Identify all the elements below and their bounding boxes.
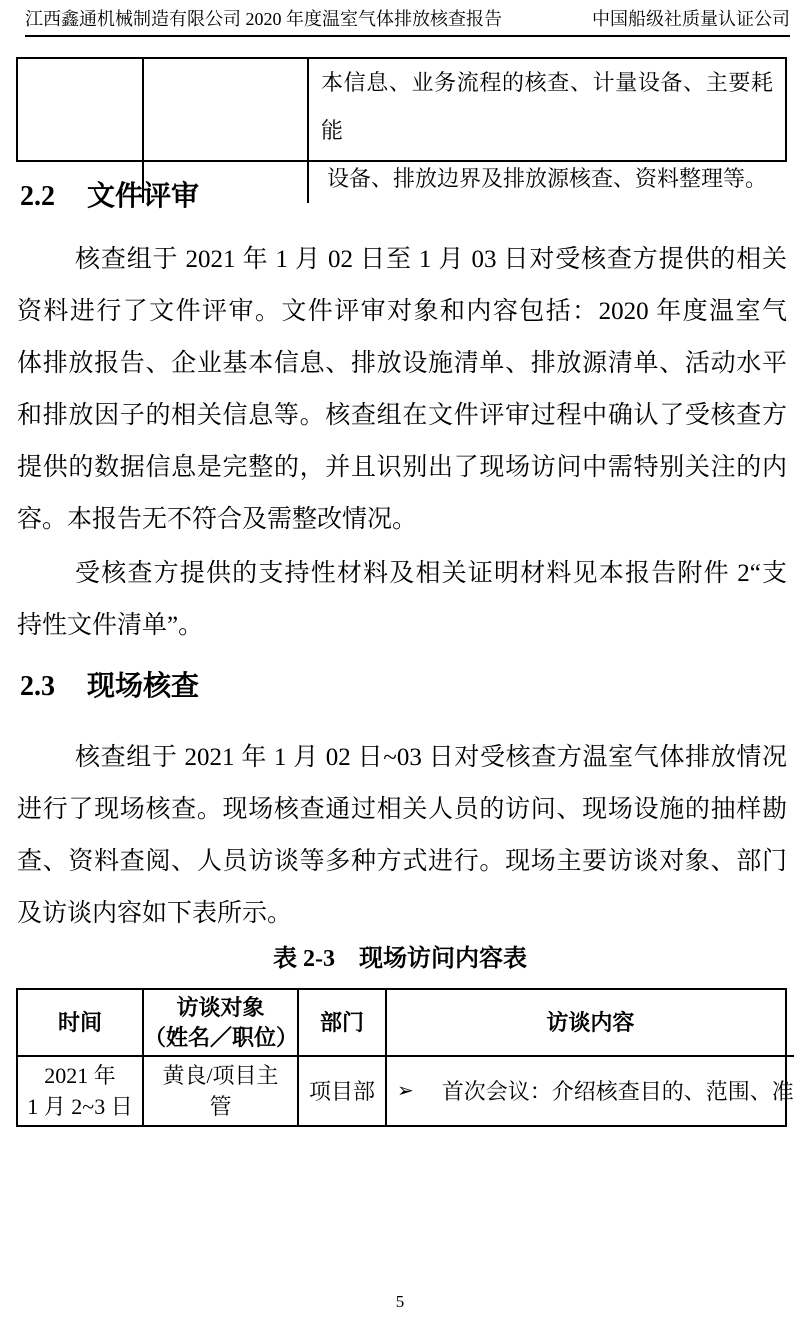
cell-content — [387, 1057, 794, 1125]
paragraph-site-visit — [17, 732, 787, 940]
col-header-label: 访谈对象 — [176, 994, 265, 1020]
col-header-dept — [299, 990, 387, 1057]
header-report-title: 江西鑫通机械制造有限公司 2020 年度温室气体排放核查报告 — [25, 9, 502, 29]
col-header-label: 时间 — [57, 1009, 102, 1035]
cell-person — [144, 1057, 299, 1125]
text-line: 持性文件清单”。 — [17, 612, 204, 639]
cell-time — [18, 1057, 144, 1125]
table-caption: 表 2-3 现场访问内容表 — [273, 946, 527, 972]
text-line: 容。本报告无不符合及需整改情况。 — [17, 506, 418, 533]
section-title: 现场核查 — [87, 671, 200, 702]
text-line: 进行了现场核查。现场核查通过相关人员的访问、现场设施的抽样勘 — [17, 796, 787, 823]
cell-person-line: 管 — [209, 1094, 232, 1119]
section-heading-2-3 — [20, 672, 199, 702]
cell-dept-label: 项目部 — [308, 1078, 375, 1104]
cell-dept — [299, 1057, 387, 1125]
cell-content-text: 首次会议：介绍核查目的、范围、准 — [441, 1078, 794, 1104]
continued-table-cell-content — [309, 59, 785, 203]
continued-content-line: 设备、排放边界及排放源核查、资料整理等。 — [326, 166, 767, 191]
section-number: 2.2 — [20, 181, 55, 212]
col-header-label: 部门 — [319, 1009, 364, 1035]
continued-content-line: 本信息、业务流程的核查、计量设备、主要耗能 — [321, 70, 773, 143]
text-line: 体排放报告、企业基本信息、排放设施清单、排放源清单、活动水平 — [17, 350, 787, 377]
section-title: 文件评审 — [87, 181, 200, 212]
text-line: 受核查方提供的支持性材料及相关证明材料见本报告附件 2“支 — [75, 560, 787, 587]
header-organization: 中国船级社质量认证公司 — [592, 9, 790, 29]
paragraph-supporting-materials — [17, 548, 787, 652]
text-line: 查、资料查阅、人员访谈等多种方式进行。现场主要访谈对象、部门 — [17, 848, 787, 875]
cell-time-line: 2021 年 — [44, 1063, 116, 1088]
cell-time-line: 1 月 2~3 日 — [27, 1094, 133, 1119]
col-header-content — [387, 990, 794, 1057]
arrow-bullet-icon: ➢ — [397, 1079, 414, 1102]
text-line: 和排放因子的相关信息等。核查组在文件评审过程中确认了受核查方 — [17, 402, 787, 429]
text-line: 核查组于 2021 年 1 月 02 日至 1 月 03 日对受核查方提供的相关 — [75, 246, 787, 273]
page-number: 5 — [395, 1292, 405, 1311]
text-line: 核查组于 2021 年 1 月 02 日~03 日对受核查方温室气体排放情况 — [75, 744, 787, 771]
text-line: 资料进行了文件评审。文件评审对象和内容包括：2020 年度温室气 — [17, 298, 787, 325]
cell-person-line: 黄良/项目主 — [162, 1063, 279, 1088]
text-line: 提供的数据信息是完整的，并且识别出了现场访问中需特别关注的内 — [17, 454, 787, 481]
col-header-label: 访谈内容 — [546, 1009, 635, 1035]
text-line: 及访谈内容如下表所示。 — [17, 900, 293, 927]
page-header — [25, 7, 790, 37]
col-header-time — [18, 990, 144, 1057]
section-heading-2-2 — [20, 182, 199, 212]
visit-table — [16, 988, 794, 1127]
continued-table — [16, 57, 787, 191]
col-header-label: （姓名／职位） — [144, 1024, 299, 1050]
section-number: 2.3 — [20, 671, 55, 702]
col-header-person — [144, 990, 299, 1057]
paragraph-file-review — [17, 234, 787, 546]
